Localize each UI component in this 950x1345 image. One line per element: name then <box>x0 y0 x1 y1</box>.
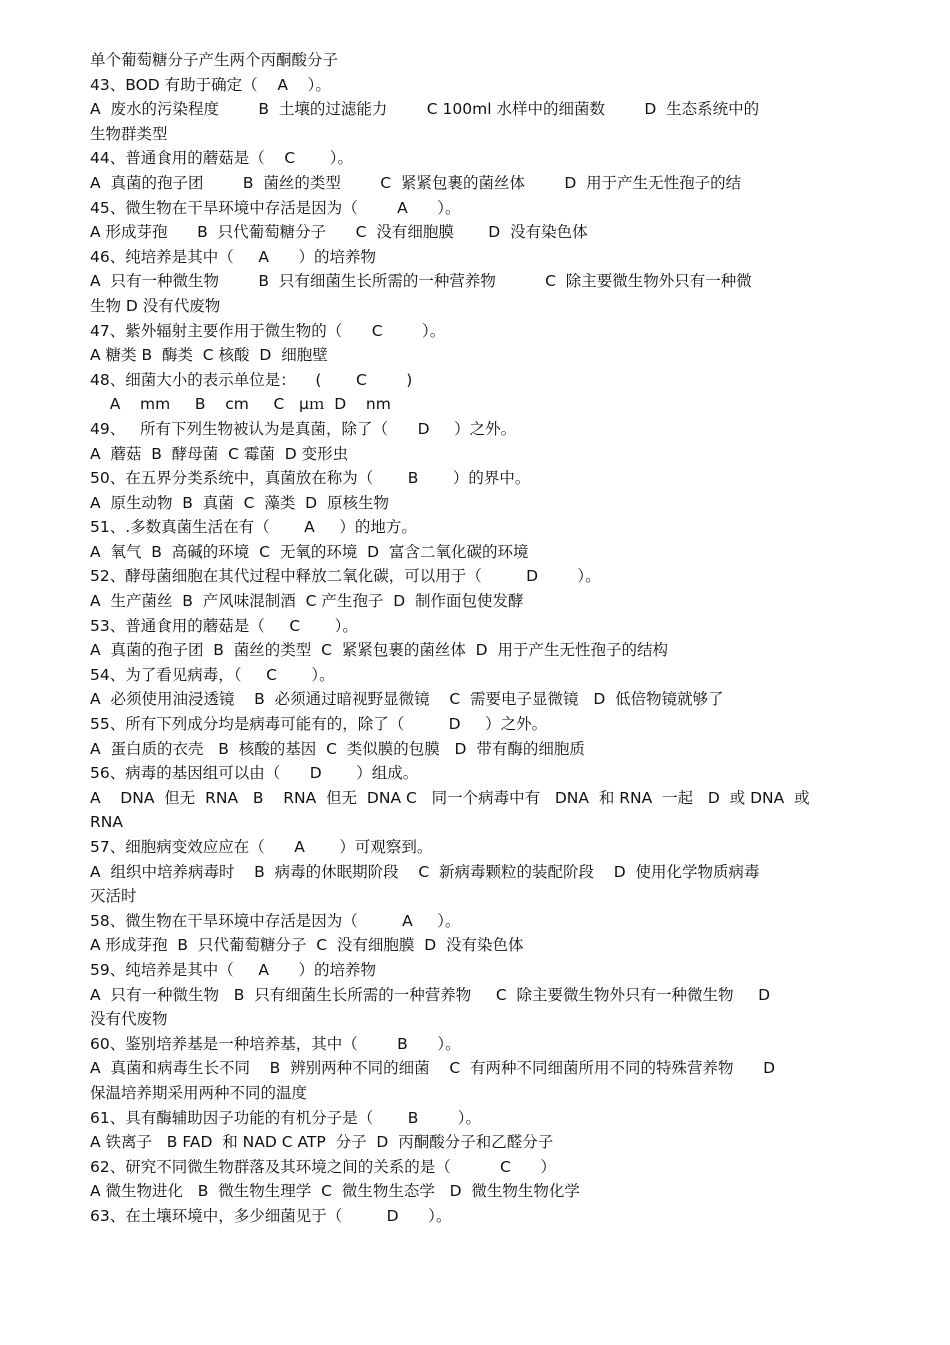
question-43: 43、BOD 有助于确定（ A ）。 <box>90 75 331 94</box>
options-43-cont: 生物群类型 <box>90 124 168 143</box>
question-58: 58、微生物在干旱环境中存活是因为（ A ）。 <box>90 911 461 930</box>
options-43: A 废水的污染程度 B 土壤的过滤能力 C 100ml 水样中的细菌数 D 生态系统中的 <box>90 100 760 119</box>
options-53: A 真菌的孢子团 B 菌丝的类型 C 紧紧包裹的菌丝体 D 用于产生无性孢子的结构 <box>90 641 668 660</box>
options-60-cont: 保温培养期采用两种不同的温度 <box>90 1083 308 1102</box>
question-45: 45、微生物在干旱环境中存活是因为（ A ）。 <box>90 198 461 217</box>
options-60: A 真菌和病毒生长不同 B 辨别两种不同的细菌 C 有两种不同细菌所用不同的特殊营养物 D <box>90 1059 776 1078</box>
question-53: 53、普通食用的蘑菇是（ C ）。 <box>90 616 358 635</box>
options-50: A 原生动物 B 真菌 C 藻类 D 原核生物 <box>90 493 389 512</box>
options-56-cont: RNA <box>90 813 123 832</box>
options-59-cont: 没有代废物 <box>90 1010 168 1029</box>
options-46: A 只有一种微生物 B 只有细菌生长所需的一种营养物 C 除主要微生物外只有一种微 <box>90 272 752 291</box>
options-45: A 形成芽孢 B 只代葡萄糖分子 C 没有细胞膜 D 没有染色体 <box>90 223 588 242</box>
question-44: 44、普通食用的蘑菇是（ C ）。 <box>90 149 353 168</box>
options-57-cont: 灭活时 <box>90 887 137 906</box>
options-62: A 微生物进化 B 微生物生理学 C 微生物生态学 D 微生物生物化学 <box>90 1182 580 1201</box>
question-47: 47、紫外辐射主要作用于微生物的（ C ）。 <box>90 321 446 340</box>
question-61: 61、具有酶辅助因子功能的有机分子是（ B ）。 <box>90 1108 482 1127</box>
question-50: 50、在五界分类系统中，真菌放在称为（ B ）的界中。 <box>90 469 531 488</box>
question-46: 46、纯培养是其中（ A ）的培养物 <box>90 247 377 266</box>
question-56: 56、病毒的基因组可以由（ D ）组成。 <box>90 764 419 783</box>
question-49: 49、 所有下列生物被认为是真菌，除了（ D ）之外。 <box>90 419 517 438</box>
options-55: A 蛋白质的衣壳 B 核酸的基因 C 类似膜的包膜 D 带有酶的细胞质 <box>90 739 585 758</box>
question-54: 54、为了看见病毒，（ C ）。 <box>90 665 335 684</box>
options-46-cont: 生物 D 没有代废物 <box>90 296 221 315</box>
question-60: 60、鉴别培养基是一种培养基，其中（ B ）。 <box>90 1034 461 1053</box>
options-48: A mm B cm C μｍ D nm <box>90 395 391 414</box>
options-44: A 真菌的孢子团 B 菌丝的类型 C 紧紧包裹的菌丝体 D 用于产生无性孢子的结 <box>90 173 742 192</box>
question-62: 62、研究不同微生物群落及其环境之间的关系的是（ C ） <box>90 1157 556 1176</box>
options-52: A 生产菌丝 B 产风味混制酒 C 产生孢子 D 制作面包使发酵 <box>90 592 524 611</box>
document-page <box>90 48 865 1229</box>
options-61: A 铁离子 B FAD 和 NAD C ATP 分子 D 丙酮酸分子和乙醛分子 <box>90 1133 554 1152</box>
text-line: 单个葡萄糖分子产生两个丙酮酸分子 <box>90 51 339 69</box>
options-57: A 组织中培养病毒时 B 病毒的休眠期阶段 C 新病毒颗粒的装配阶段 D 使用化学物质病毒 <box>90 862 760 881</box>
question-55: 55、所有下列成分均是病毒可能有的，除了（ D ）之外。 <box>90 715 548 734</box>
options-56: A DNA 但无 RNA B RNA 但无 DNA C 同一个病毒中有 DNA 和 RNA 一起 D 或 DNA 或 <box>90 788 810 807</box>
options-58: A 形成芽孢 B 只代葡萄糖分子 C 没有细胞膜 D 没有染色体 <box>90 936 524 955</box>
options-54: A 必须使用油浸透镜 B 必须通过暗视野显微镜 C 需要电子显微镜 D 低倍物镜就够了 <box>90 690 724 709</box>
question-57: 57、细胞病变效应应在（ A ）可观察到。 <box>90 838 433 856</box>
question-51: 51、.多数真菌生活在有（ A ）的地方。 <box>90 518 417 537</box>
options-51: A 氧气 B 高碱的环境 C 无氧的环境 D 富含二氧化碳的环境 <box>90 542 529 561</box>
question-59: 59、纯培养是其中（ A ）的培养物 <box>90 960 377 979</box>
question-63: 63、在土壤环境中，多少细菌见于（ D ）。 <box>90 1206 452 1225</box>
options-49: A 蘑菇 B 酵母菌 C 霉菌 D 变形虫 <box>90 444 349 463</box>
options-59: A 只有一种微生物 B 只有细菌生长所需的一种营养物 C 除主要微生物外只有一种微生物 D <box>90 985 771 1004</box>
question-48: 48、细菌大小的表示单位是： ( C ) <box>90 370 413 389</box>
question-52: 52、酵母菌细胞在其代过程中释放二氧化碳，可以用于（ D ）。 <box>90 567 601 586</box>
options-47: A 糖类 B 酶类 C 核酸 D 细胞壁 <box>90 346 328 365</box>
